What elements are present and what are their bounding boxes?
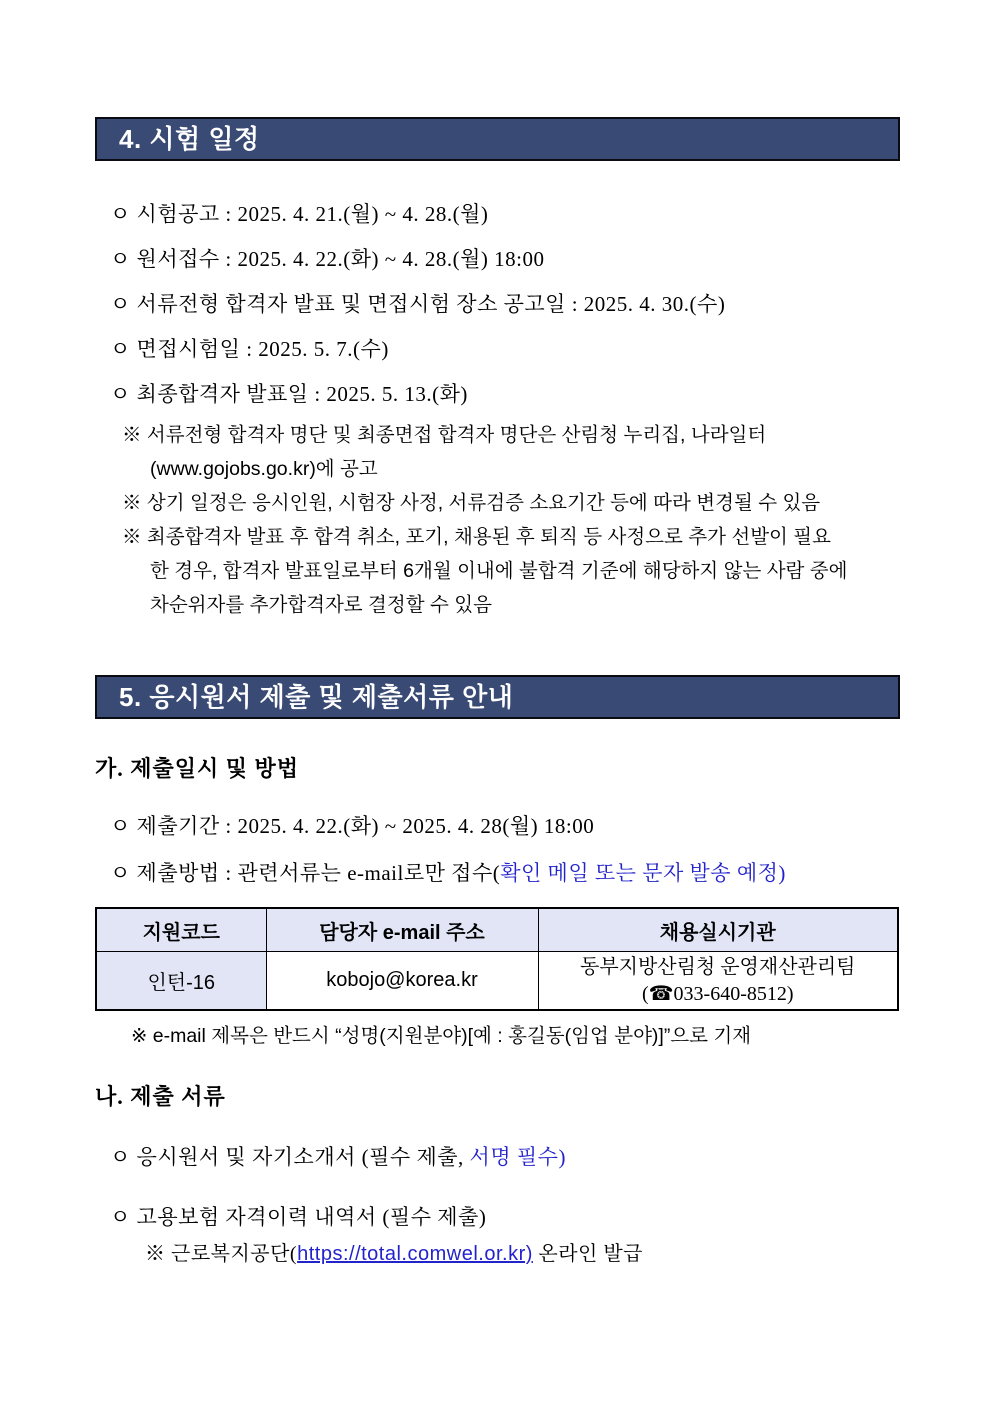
application-table (95, 907, 899, 1011)
col-header-org: 채용실시기관 (538, 908, 898, 952)
exam-schedule-notes (95, 423, 900, 618)
schedule-item-interview-date: ㅇ 면접시험일 : 2025. 5. 7.(수) (110, 337, 389, 361)
table-header-row (96, 908, 898, 952)
note-schedule-change: ※ 상기 일정은 응시인원, 시험장 사정, 서류검증 소요기간 등에 따라 변경될 수 있음 (122, 492, 821, 514)
schedule-item-document-result: ㅇ 서류전형 합격자 발표 및 면접시험 장소 공고일 : 2025. 4. 30.(수) (110, 292, 726, 316)
table-row (96, 952, 898, 1011)
submission-method-note: 확인 메일 또는 문자 발송 예정) (500, 861, 786, 885)
note-additional-selection-line3: 차순위자를 추가합격자로 결정할 수 있음 (150, 594, 492, 616)
section-5-header (95, 675, 900, 719)
submission-method (95, 861, 900, 886)
submission-period: ㅇ 제출기간 : 2025. 4. 22.(화) ~ 2025. 4. 28(월) 18:00 (110, 814, 595, 838)
section-5-title: 5. 응시원서 제출 및 제출서류 안내 (119, 682, 514, 712)
note-publish-line2: (www.gojobs.go.kr)에 공고 (150, 458, 378, 480)
subsection-a-heading: 가. 제출일시 및 방법 (95, 756, 300, 781)
signature-required-note: 서명 필수) (469, 1145, 566, 1169)
exam-schedule-list (95, 202, 900, 407)
schedule-item-announcement: ㅇ 시험공고 : 2025. 4. 21.(월) ~ 4. 28.(월) (110, 202, 489, 226)
col-header-code: 지원코드 (96, 908, 266, 952)
note-additional-selection-line1: ※ 최종합격자 발표 후 합격 취소, 포기, 채용된 후 퇴직 등 사정으로 추가 선발이 필요 (122, 526, 831, 548)
cell-hiring-org (538, 952, 898, 1011)
subsection-b-heading: 나. 제출 서류 (95, 1084, 226, 1109)
section-4-header (95, 117, 900, 161)
hiring-org-name: 동부지방산림청 운영재산관리팀 (580, 955, 856, 978)
insurance-note-prefix: ※ 근로복지공단( (145, 1243, 298, 1265)
cell-apply-code: 인턴-16 (96, 952, 266, 1011)
schedule-item-final-result: ㅇ 최종합격자 발표일 : 2025. 5. 13.(화) (110, 382, 468, 406)
schedule-item-application: ㅇ 원서접수 : 2025. 4. 22.(화) ~ 4. 28.(월) 18:00 (110, 247, 545, 271)
required-doc-application (95, 1145, 900, 1170)
application-table-wrap (95, 907, 900, 1011)
required-doc-insurance: ㅇ 고용보험 자격이력 내역서 (필수 제출) (110, 1205, 487, 1229)
section-4-title: 4. 시험 일정 (119, 124, 260, 154)
col-header-email: 담당자 e-mail 주소 (266, 908, 538, 952)
document-content (95, 117, 900, 1267)
note-additional-selection-line2: 한 경우, 합격자 발표일로부터 6개월 이내에 불합격 기준에 해당하지 않는 사람 중에 (150, 560, 848, 582)
insurance-note-suffix: 온라인 발급 (532, 1243, 643, 1265)
comwel-link[interactable]: https://total.comwel.or.kr) (297, 1243, 533, 1265)
submission-method-text: ㅇ 제출방법 : 관련서류는 e-mail로만 접수( (110, 861, 501, 885)
note-publish-line1: ※ 서류전형 합격자 명단 및 최종면접 합격자 명단은 산림청 누리집, 나라일터 (122, 424, 767, 446)
cell-contact-email: kobojo@korea.kr (266, 952, 538, 1011)
required-doc-application-text: ㅇ 응시원서 및 자기소개서 (필수 제출, (110, 1145, 470, 1169)
email-subject-note: ※ e-mail 제목은 반드시 “성명(지원분야)[예 : 홍길동(임업 분야)]”으로 기재 (131, 1025, 752, 1047)
hiring-org-phone: (☎033-640-8512) (641, 982, 794, 1005)
insurance-issuance-note (95, 1242, 900, 1267)
